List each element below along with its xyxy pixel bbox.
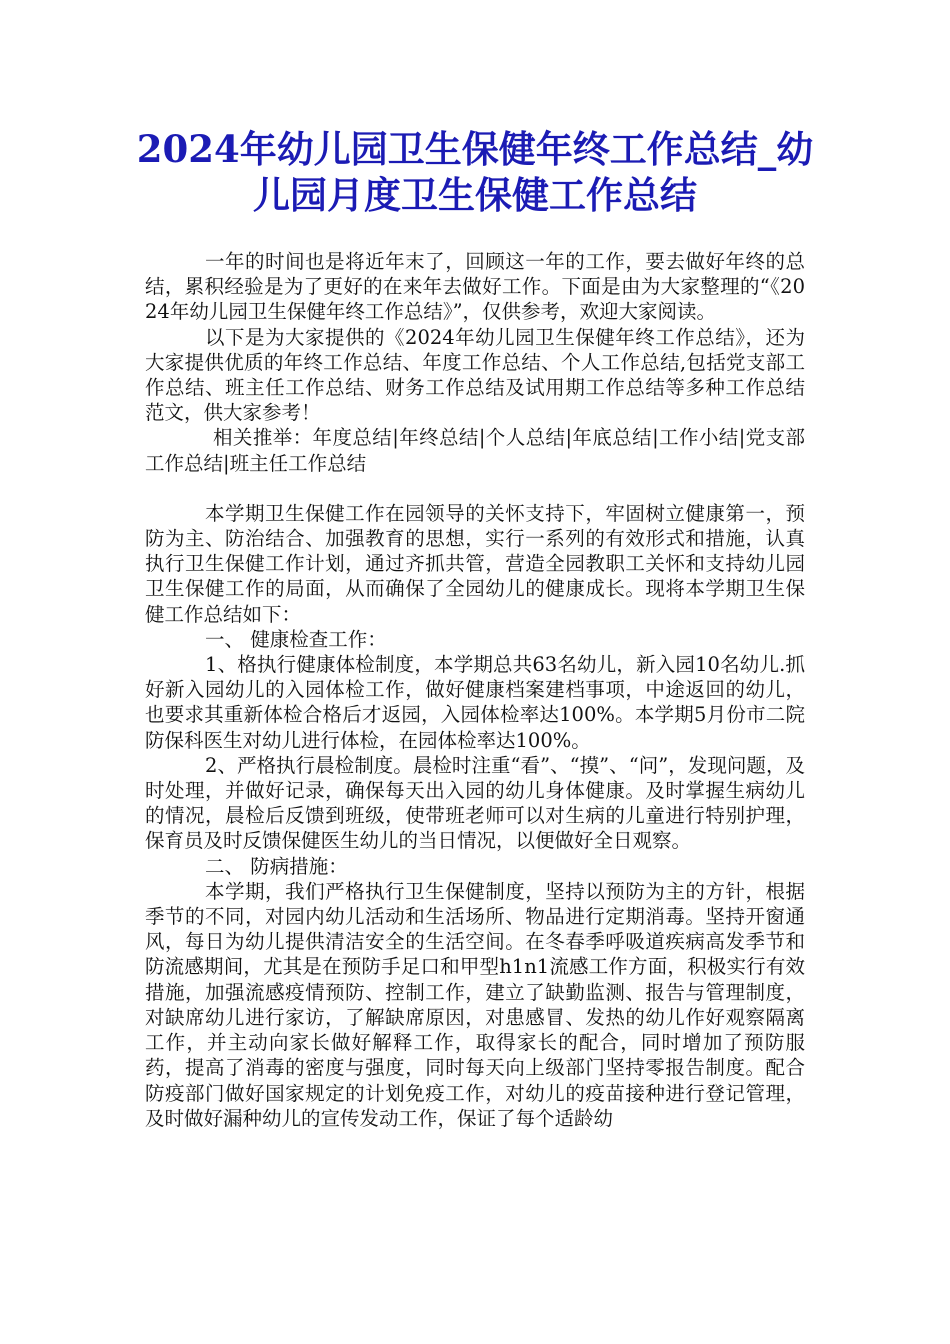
paragraph-gap [145,476,805,501]
recommend-paragraph: 相关推举：年度总结|年终总结|个人总结|年底总结|工作小结|党支部工作总结|班主任工作总结 [145,426,805,475]
intro-paragraph: 一年的时间也是将近年末了，回顾这一年的工作，要去做好年终的总结，累积经验是为了更好的在来年去做好工作。下面是由为大家整理的“《2024年幼儿园卫生保健年终工作总结》”，仅供参考，欢迎大家阅读。 [145,250,805,324]
section-heading-disease-prevention: 二、 防病措施： [205,854,348,878]
disease-prevention-paragraph: 本学期，我们严格执行卫生保健制度，坚持以预防为主的方针，根据季节的不同，对园内幼儿活动和生活场所、物品进行定期消毒。坚持开窗通风，每日为幼儿提供清洁安全的生活空间。在冬春季呼吸道疾病高发季节和防流感期间，尤其是在预防手足口和甲型h1n1流感工作方面，积极实行有效措施，加强流感疫情预防、控制工作，建立了缺勤监测、报告与管理制度，对缺席幼儿进行家访，了解缺席原因，对患感冒、发热的幼儿作好观察隔离工作，并主动向家长做好解释工作，取得家长的配合，同时增加了预防服药，提高了消毒的密度与强度，同时每天向上级部门坚持零报告制度。配合防疫部门做好国家规定的计划免疫工作，对幼儿的疫苗接种进行登记管理，及时做好漏种幼儿的宣传发动工作，保证了每个适龄幼 [145,879,805,1130]
document-title: 2024年幼儿园卫生保健年终工作总结_幼儿园月度卫生保健工作总结 [136,127,814,217]
health-check-item-1: 1、格执行健康体检制度，本学期总共63名幼儿，新入园10名幼儿.抓好新入园幼儿的入园体检工作，做好健康档案建档事项，中途返回的幼儿，也要求其重新体检合格后才返园，入园体检率达100%。本学期5月份市二院防保科医生对幼儿进行体检，在园体检率达100%。 [145,653,805,752]
document-body [145,249,805,1131]
section-heading-health-check: 一、 健康检查工作： [205,627,387,651]
health-check-item-2: 2、严格执行晨检制度。晨检时注重“看”、“摸”、“问”，发现问题，及时处理，并做好记录，确保每天出入园的幼儿身体健康。及时掌握生病幼儿的情况，晨检后反馈到班级，使带班老师可以对生病的儿童进行特别护理，保育员及时反馈保健医生幼儿的当日情况，以便做好全日观察。 [145,753,805,853]
intro-paragraph-2: 以下是为大家提供的《2024年幼儿园卫生保健年终工作总结》，还为大家提供优质的年终工作总结、年度工作总结、个人工作总结,包括党支部工作总结、班主任工作总结、财务工作总结及试用期工作总结等多种工作总结范文，供大家参考！ [145,325,805,425]
summary-paragraph: 本学期卫生保健工作在园领导的关怀支持下，牢固树立健康第一，预防为主、防治结合、加强教育的思想，实行一系列的有效形式和措施，认真执行卫生保健工作计划，通过齐抓共管，营造全园教职工关怀和支持幼儿园卫生保健工作的局面，从而确保了全园幼儿的健康成长。现将本学期卫生保健工作总结如下： [145,501,805,626]
